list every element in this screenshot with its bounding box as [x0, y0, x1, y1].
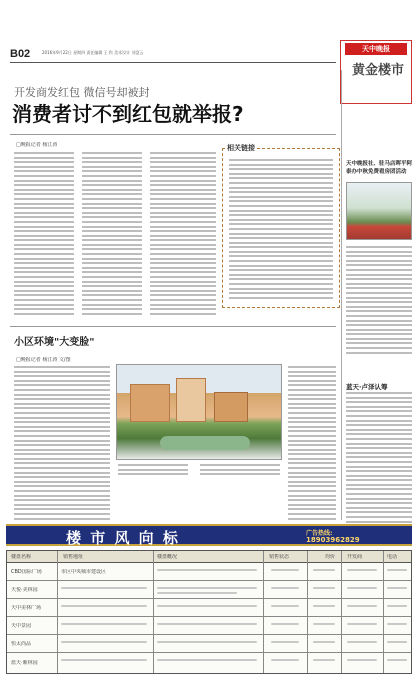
- lead-col-2: [82, 152, 142, 317]
- brief-title: 蓝天·卢泽认筹: [346, 383, 388, 391]
- photo-caption-right: [200, 464, 280, 478]
- event-photo: [346, 182, 412, 240]
- date-line: 2016年9月22日 星期四 责任编辑 王 科 美术设计 刘盘云: [42, 50, 144, 55]
- project-name: 天悦·美林园: [11, 587, 38, 593]
- lead-headline: 消费者讨不到红包就举报?: [12, 102, 244, 126]
- project-name: 蓝天·紫林园: [11, 660, 38, 666]
- table-row: [7, 653, 411, 673]
- sidebar-label: 相关链接: [227, 144, 255, 152]
- listing-table: [6, 550, 412, 674]
- table-row: [7, 635, 411, 653]
- page-code: B02: [10, 48, 31, 60]
- masthead-section: 黄金楼市: [351, 63, 404, 78]
- table-row: [7, 581, 411, 599]
- env-byline: □晚报记者 杨江涛 文/图: [16, 357, 71, 363]
- hotline-label: 广告热线:: [306, 530, 333, 537]
- photo-caption-left: [118, 464, 188, 478]
- sales-address: 市区中央城市建设区: [61, 569, 107, 575]
- table-row: [7, 563, 411, 581]
- masthead-logo: 天中晚报: [345, 43, 407, 55]
- project-name: CBD国际广场: [11, 569, 42, 575]
- project-name: 天中景园: [11, 623, 32, 629]
- masthead-box: [340, 40, 412, 104]
- table-row: [7, 599, 411, 617]
- event-text: [346, 246, 412, 356]
- lead-col-1: [14, 152, 74, 317]
- lead-col-3: [150, 152, 216, 317]
- table-header: 楼盘名称 销售地址 楼盘概况 销售状态 均价 开发商 电话: [7, 551, 411, 563]
- hotline-number: 18903962829: [306, 536, 360, 544]
- related-sidebar: [222, 144, 340, 308]
- env-col-1: [14, 366, 110, 522]
- footer-banner-title: 楼 市 风 向 标: [66, 529, 180, 547]
- project-name: 天中美林广场: [11, 605, 42, 611]
- env-headline: 小区环境"大变脸": [14, 337, 95, 348]
- lead-kicker: 开发商发红包 微信号却被封: [14, 86, 150, 99]
- table-row: [7, 617, 411, 635]
- lead-byline: □晚报记者 杨江涛: [16, 142, 58, 148]
- event-title: 天中晚报社、驻马店晖平阿 泰办中秋免费看房团活动: [346, 161, 412, 175]
- page-header: [0, 0, 415, 78]
- env-col-2: [288, 366, 336, 522]
- project-name: 恒太尚品: [11, 641, 32, 647]
- brief-text: [346, 392, 412, 530]
- footer-banner: [6, 524, 412, 546]
